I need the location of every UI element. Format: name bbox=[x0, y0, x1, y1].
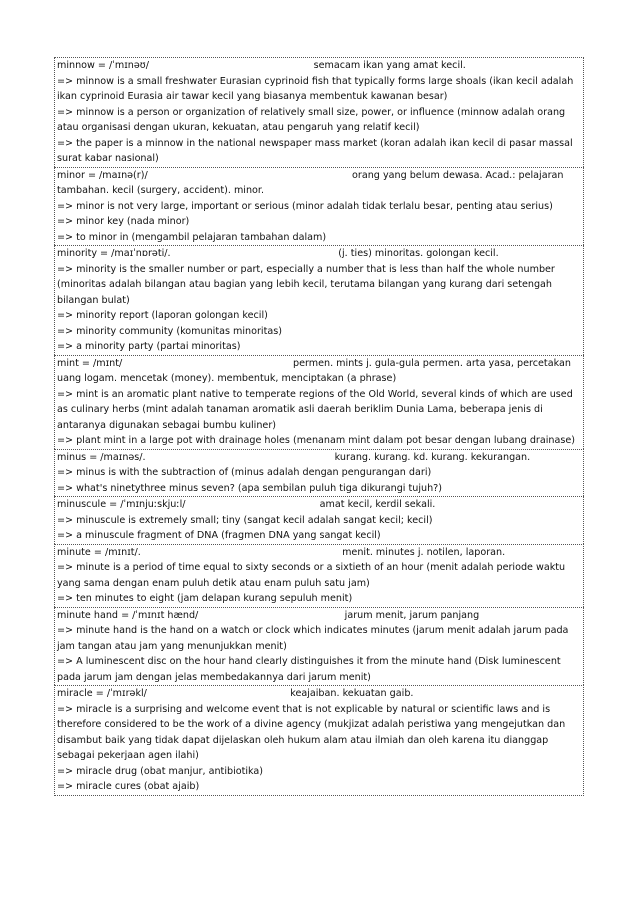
dictionary-entry bbox=[54, 544, 584, 607]
entry-example-line: => minority community (komunitas minoritas) bbox=[57, 325, 282, 337]
dictionary-entry bbox=[54, 496, 584, 544]
entry-example-line: => the paper is a minnow in the national newspaper mass market (koran adalah ikan kecil di pasar massal surat kabar nasional) bbox=[57, 137, 576, 164]
dictionary-entry bbox=[54, 449, 584, 497]
entry-headword-line: minuscule = /ˈmɪnjuːskjuːl/ amat kecil, kerdil sekali. bbox=[57, 499, 436, 510]
entry-example-line: => what's ninetythree minus seven? (apa sembilan puluh tiga dikurangi tujuh?) bbox=[57, 482, 443, 494]
entry-headword-line: minute = /mɪnɪt/. menit. minutes j. notilen, laporan. bbox=[57, 546, 506, 558]
entry-example-line: => miracle is a surprising and welcome event that is not explicable by natural or scientific laws and is therefore considered to be the work of a divine agency (mukjizat adalah peristiwa yang mengejutkan dan disambut baik yang tidak dapat dijelaskan oleh hukum alam atau ilmiah dan oleh karena itu dianggap sebagai pekerjaan agen ilahi) bbox=[57, 703, 569, 761]
entry-example-line: => minnow is a person or organization of relatively small size, power, or influence (minnow adalah orang atau organisasi dengan ukuran, kekuatan, atau pengaruh yang relatif kecil) bbox=[57, 106, 569, 133]
entry-example-line: => ten minutes to eight (jam delapan kurang sepuluh menit) bbox=[57, 593, 353, 604]
entry-headword-line: minor = /maɪnə(r)/ orang yang belum dewasa. Acad.: pelajaran tambahan. kecil (surgery, accident). minor. bbox=[57, 169, 567, 196]
entry-headword-line: minus = /maɪnəs/. kurang. kurang. kd. kurang. kekurangan. bbox=[57, 451, 531, 463]
dictionary-entry bbox=[54, 57, 584, 167]
entry-example-line: => A luminescent disc on the hour hand clearly distinguishes it from the minute hand (Disk luminescent pada jarum jam dengan jelas membedakannya dari jarum menit) bbox=[57, 656, 564, 683]
dictionary-entry bbox=[54, 355, 584, 449]
dictionary-entry bbox=[54, 167, 584, 246]
entry-example-line: => to minor in (mengambil pelajaran tambahan dalam) bbox=[57, 231, 327, 243]
entry-example-line: => miracle cures (obat ajaib) bbox=[57, 781, 200, 792]
dictionary-page bbox=[54, 57, 584, 796]
entry-example-line: => a minority party (partai minoritas) bbox=[57, 341, 241, 352]
entry-example-line: => minor is not very large, important or serious (minor adalah tidak terlalu besar, penting atau serius) bbox=[57, 200, 553, 212]
entry-example-line: => minority is the smaller number or part, especially a number that is less than half the whole number (minoritas adalah bilangan atau bagian yang lebih kecil, terutama bilangan yang kurang dari setengah bilangan bulat) bbox=[57, 263, 558, 306]
entry-example-line: => minor key (nada minor) bbox=[57, 216, 190, 227]
entry-headword-line: minute hand = /ˈmɪnɪt hænd/ jarum menit, jarum panjang bbox=[57, 609, 480, 621]
entry-example-line: => minute is a period of time equal to sixty seconds or a sixtieth of an hour (menit adalah periode waktu yang sama dengan enam puluh detik atau enam puluh satu jam) bbox=[57, 562, 569, 589]
entry-example-line: => a minuscule fragment of DNA (fragmen DNA yang sangat kecil) bbox=[57, 530, 381, 541]
entry-example-line: => mint is an aromatic plant native to temperate regions of the Old World, several kinds of which are used as culinary herbs (mint adalah tanaman aromatik asli daerah beriklim Dunia Lama, beberapa jenis di antaranya digunakan sebagai bumbu kuliner) bbox=[57, 388, 576, 431]
entry-example-line: => minority report (laporan golongan kecil) bbox=[57, 310, 268, 321]
entry-headword-line: mint = /mɪnt/ permen. mints j. gula-gula permen. arta yasa, percetakan uang logam. mencetak (money). membentuk, menciptakan (a phrase) bbox=[57, 357, 574, 384]
entry-headword-line: minnow = /ˈmɪnəʊ/ semacam ikan yang amat kecil. bbox=[57, 60, 466, 71]
entry-example-line: => minute hand is the hand on a watch or clock which indicates minutes (jarum menit adalah jarum pada jam tangan atau jam yang menunjukkan menit) bbox=[57, 625, 572, 652]
entry-example-line: => minnow is a small freshwater Eurasian cyprinoid fish that typically forms large shoals (ikan kecil adalah ikan cyprinoid Eurasia air tawar kecil yang biasanya membentuk kawanan besar) bbox=[57, 75, 577, 102]
entry-example-line: => minuscule is extremely small; tiny (sangat kecil adalah sangat kecil; kecil) bbox=[57, 514, 433, 526]
entry-headword-line: miracle = /ˈmɪrəkl/ keajaiban. kekuatan gaib. bbox=[57, 688, 414, 699]
entry-headword-line: minority = /maɪˈnɒrəti/. (j. ties) minoritas. golongan kecil. bbox=[57, 248, 499, 259]
dictionary-entry bbox=[54, 607, 584, 686]
dictionary-entry bbox=[54, 685, 584, 796]
entry-example-line: => plant mint in a large pot with drainage holes (menanam mint dalam pot besar dengan lubang drainase) bbox=[57, 435, 575, 446]
dictionary-entry bbox=[54, 245, 584, 355]
entry-example-line: => miracle drug (obat manjur, antibiotika) bbox=[57, 765, 264, 777]
entry-example-line: => minus is with the subtraction of (minus adalah dengan pengurangan dari) bbox=[57, 467, 432, 478]
